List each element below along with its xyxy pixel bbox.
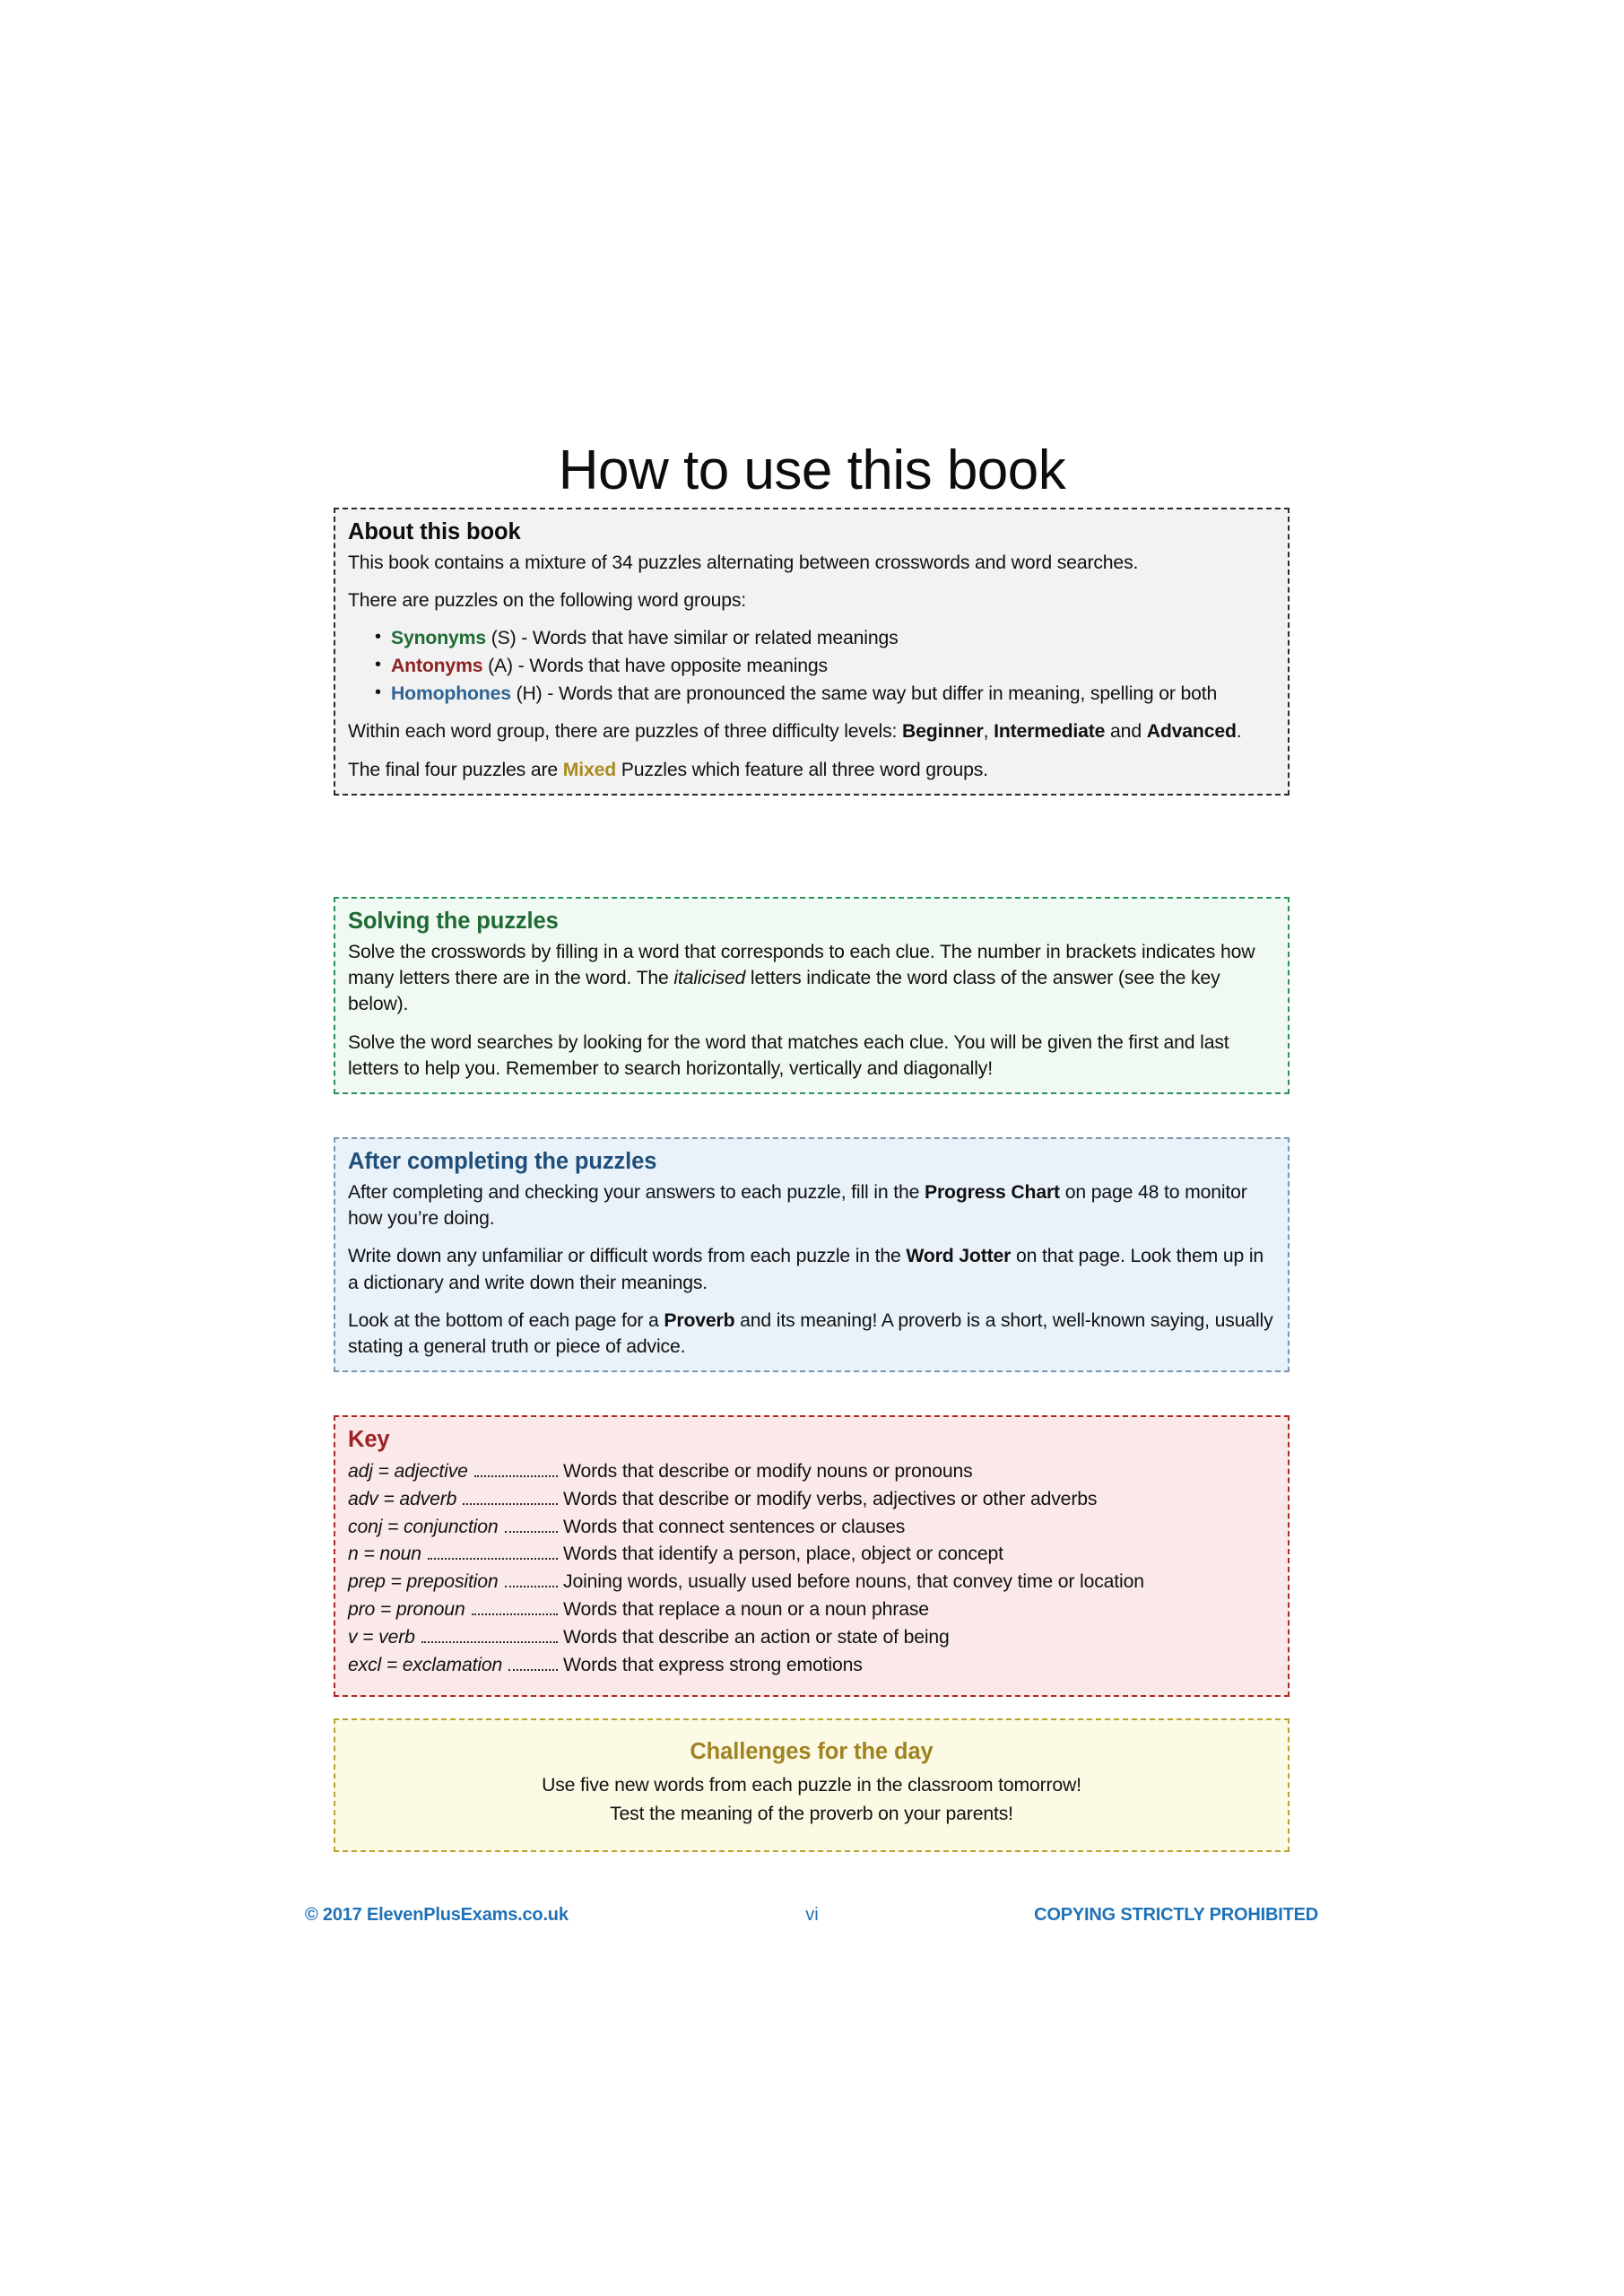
dotted-leader-icon xyxy=(428,1558,558,1560)
footer-copyright: © 2017 ElevenPlusExams.co.uk xyxy=(305,1905,569,1925)
about-mixed-puzzles-text xyxy=(348,757,1275,783)
dotted-leader-icon xyxy=(472,1613,558,1615)
solving-heading: Solving the puzzles xyxy=(348,909,559,934)
solving-para1-a: Solve the crosswords by filling in a word that corresponds to each clue. The number in brackets indicates how many letters there are in the word. The xyxy=(348,941,1255,989)
key-definition-pro: Words that replace a noun or a noun phrase xyxy=(563,1599,929,1621)
key-section xyxy=(334,1415,1290,1697)
solving-wordsearches-text: Solve the word searches by looking for the word that matches each clue. You will be given the first and last letters to help you. Remember to search horizontally, vertically and diagonally! xyxy=(348,1031,1229,1079)
word-jotter-term: Word Jotter xyxy=(906,1246,1012,1267)
after-word-jotter-text xyxy=(348,1243,1275,1296)
key-term-verb: v = verb xyxy=(348,1626,415,1648)
footer-copying-notice: COPYING STRICTLY PROHIBITED xyxy=(1034,1905,1318,1925)
key-term-conj: conj = conjunction xyxy=(348,1516,499,1537)
after-heading: After completing the puzzles xyxy=(348,1149,657,1174)
levels-sep: , xyxy=(983,721,994,743)
solving-the-puzzles-section xyxy=(334,897,1290,1094)
key-term-wrap-excl xyxy=(348,1653,563,1679)
key-row-adv xyxy=(348,1487,1275,1513)
footer-page-number: vi xyxy=(805,1905,819,1925)
key-term-wrap-adj xyxy=(348,1459,563,1485)
challenges-section xyxy=(334,1718,1290,1852)
mixed-term: Mixed xyxy=(562,759,617,780)
key-term-wrap-pro xyxy=(348,1597,563,1623)
about-heading: About this book xyxy=(348,519,521,544)
synonyms-desc: Words that have similar or related meanings xyxy=(532,628,899,649)
key-heading: Key xyxy=(348,1427,390,1452)
dotted-leader-icon xyxy=(463,1503,558,1505)
key-term-excl: excl = exclamation xyxy=(348,1654,503,1675)
about-groups-lead-text: There are puzzles on the following word groups: xyxy=(348,590,747,612)
after-para1-b: on page 48 to monitor how you’re doing. xyxy=(348,1181,1247,1230)
antonyms-desc: Words that have opposite meanings xyxy=(529,656,828,677)
after-progress-chart-text xyxy=(348,1179,1275,1232)
key-definition-excl: Words that express strong emotions xyxy=(563,1654,863,1675)
dotted-leader-icon xyxy=(474,1475,558,1477)
synonyms-term: Synonyms xyxy=(391,628,486,649)
key-definition-verb: Words that describe an action or state of being xyxy=(563,1626,950,1648)
key-definition-adv: Words that describe or modify verbs, adjectives or other adverbs xyxy=(563,1488,1098,1509)
level-beginner: Beginner xyxy=(902,721,984,743)
levels-mid: and xyxy=(1105,721,1147,743)
level-advanced: Advanced xyxy=(1146,721,1237,743)
after-para1-a: After completing and checking your answers to each puzzle, fill in the xyxy=(348,1181,925,1203)
challenges-heading: Challenges for the day xyxy=(690,1739,934,1764)
key-term-noun: n = noun xyxy=(348,1544,421,1565)
dotted-leader-icon xyxy=(421,1641,558,1643)
list-item-homophones xyxy=(348,681,1275,708)
word-group-list xyxy=(348,625,1275,707)
solving-para1-b: letters indicate the word class of the answer (see the key below). xyxy=(348,968,1220,1015)
synonyms-code: (S) - xyxy=(485,628,533,649)
key-row-pro xyxy=(348,1597,1275,1623)
key-definition-conj: Words that connect sentences or clauses xyxy=(563,1516,906,1537)
key-row-verb xyxy=(348,1625,1275,1651)
page-title: How to use this book xyxy=(558,439,1066,501)
after-para3-a: Look at the bottom of each page for a xyxy=(348,1309,664,1331)
challenge-line-1: Use five new words from each puzzle in the classroom tomorrow! xyxy=(542,1774,1081,1796)
key-list xyxy=(348,1459,1275,1679)
homophones-desc: Words that are pronounced the same way but differ in meaning, spelling or both xyxy=(558,683,1218,704)
antonyms-code: (A) - xyxy=(482,656,530,677)
key-term-wrap-prep xyxy=(348,1570,563,1596)
italicised-word: italicised xyxy=(673,968,746,989)
about-difficulty-levels-text xyxy=(348,718,1275,744)
key-term-wrap-adv xyxy=(348,1487,563,1513)
progress-chart-term: Progress Chart xyxy=(924,1181,1060,1203)
level-intermediate: Intermediate xyxy=(994,721,1106,743)
after-proverb-text xyxy=(348,1308,1275,1361)
key-row-excl xyxy=(348,1653,1275,1679)
key-definition-prep: Joining words, usually used before nouns, that convey time or location xyxy=(563,1571,1144,1593)
homophones-code: (H) - xyxy=(510,683,559,704)
after-para3-b: and its meaning! A proverb is a short, well-known saying, usually stating a general truth or piece of advice. xyxy=(348,1309,1273,1358)
list-item-antonyms xyxy=(348,653,1275,680)
key-term-prep: prep = preposition xyxy=(348,1571,499,1593)
key-row-noun xyxy=(348,1542,1275,1568)
mixed-pre: The final four puzzles are xyxy=(348,759,563,780)
key-definition-noun: Words that identify a person, place, object or concept xyxy=(563,1544,1003,1565)
key-term-wrap-conj xyxy=(348,1515,563,1541)
key-term-adv: adv = adverb xyxy=(348,1488,457,1509)
mixed-post: Puzzles which feature all three word groups. xyxy=(616,759,988,780)
about-intro-text: This book contains a mixture of 34 puzzles alternating between crosswords and word searches. xyxy=(348,552,1139,573)
challenge-line-2: Test the meaning of the proverb on your parents! xyxy=(610,1804,1013,1825)
dotted-leader-icon xyxy=(505,1586,558,1587)
key-definition-adj: Words that describe or modify nouns or pronouns xyxy=(563,1460,973,1482)
antonyms-term: Antonyms xyxy=(391,656,483,677)
after-completing-section xyxy=(334,1137,1290,1372)
key-row-prep xyxy=(348,1570,1275,1596)
list-item-synonyms xyxy=(348,625,1275,652)
proverb-term: Proverb xyxy=(664,1309,735,1331)
solving-crosswords-text xyxy=(348,939,1275,1018)
after-para2-b: on that page. Look them up in a dictionary and write down their meanings. xyxy=(348,1246,1264,1293)
dotted-leader-icon xyxy=(508,1669,558,1671)
key-term-adj: adj = adjective xyxy=(348,1460,468,1482)
levels-pre: Within each word group, there are puzzles of three difficulty levels: xyxy=(348,721,902,743)
key-row-adj xyxy=(348,1459,1275,1485)
after-para2-a: Write down any unfamiliar or difficult words from each puzzle in the xyxy=(348,1246,907,1267)
key-row-conj xyxy=(348,1515,1275,1541)
levels-post: . xyxy=(1236,721,1242,743)
homophones-term: Homophones xyxy=(391,683,511,704)
dotted-leader-icon xyxy=(505,1531,558,1533)
key-term-wrap-verb xyxy=(348,1625,563,1651)
about-this-book-section xyxy=(334,508,1290,796)
key-term-pro: pro = pronoun xyxy=(348,1599,465,1621)
key-term-wrap-noun xyxy=(348,1542,563,1568)
